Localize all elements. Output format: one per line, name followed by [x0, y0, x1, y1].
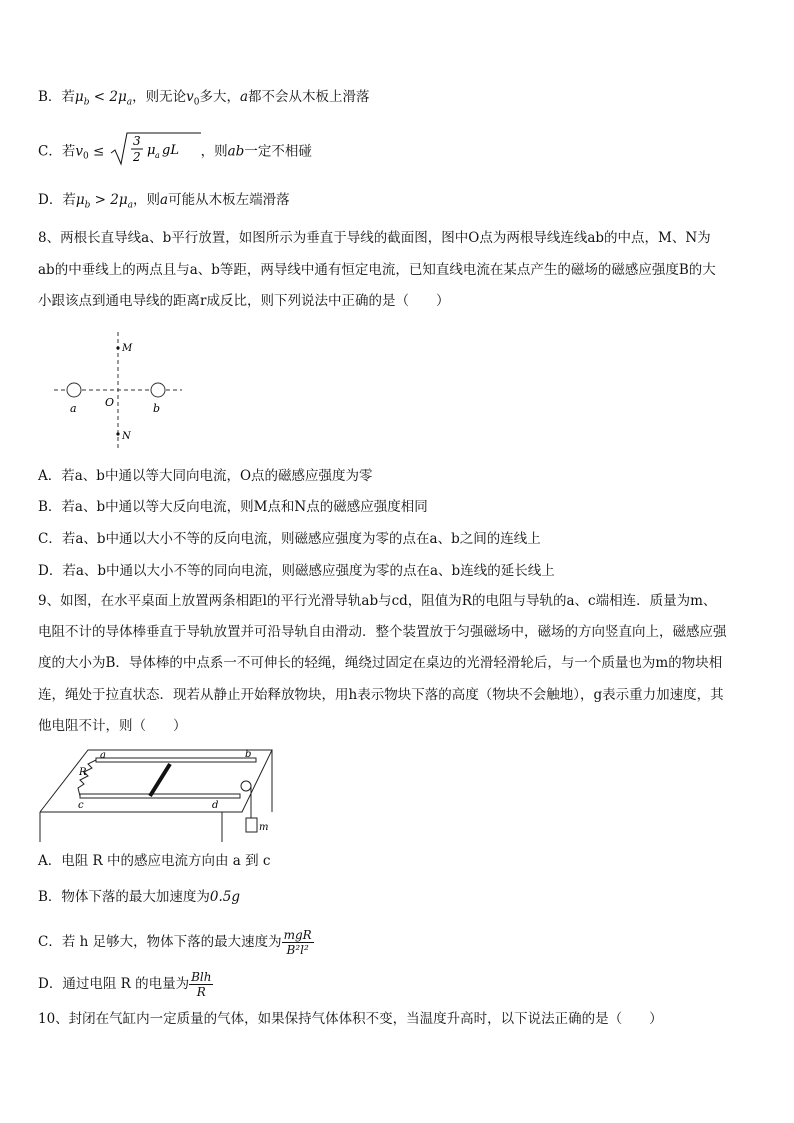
label-b: b: [245, 749, 252, 760]
label-a: a: [70, 402, 77, 415]
q9-stem-line-5: 他电阻不计，则（ ）: [38, 718, 187, 734]
label-a: a: [100, 750, 106, 761]
q8-option-d: D．若a、b中通以大小不等的同向电流，则磁感应强度为零的点在a、b连线的延长线上: [38, 563, 555, 579]
q9-option-b: B．物体下落的最大加速度为0.5g: [38, 889, 241, 905]
label-m: m: [259, 822, 269, 833]
label-c: c: [78, 800, 84, 811]
svg-text:a: a: [154, 151, 160, 160]
q9-rail-figure: [36, 742, 276, 844]
q9-option-d: D．通过电阻 R 的电量为 $\frac{\text{Blh}}{R}$: [38, 970, 212, 999]
svg-text:3: 3: [132, 134, 141, 148]
q8-stem-line-2: ab的中垂线上的两点且与a、b等距，两导线中通有恒定电流，已知直线电流在某点产生的磁场的磁感应强度B的大: [38, 262, 716, 278]
label-n: N: [122, 431, 131, 442]
q8-option-a: A．若a、b中通以等大同向电流，O点的磁感应强度为零: [38, 468, 373, 484]
q7-option-b: B．若$\mu_b < 2\mu_a$，则无论$v_0$多大，a都不会从木板上滑落: [38, 89, 370, 108]
rail-ab: [96, 758, 256, 762]
svg-text:μ: μ: [146, 143, 156, 158]
point-m-icon: [116, 346, 119, 349]
q9-stem-line-3: 度的大小为B．导体棒的中点系一不可伸长的轻绳，绳绕过固定在桌边的光滑轻滑轮后，与一个质量也为m的物块相: [38, 655, 723, 671]
q9-option-a: A．电阻 R 中的感应电流方向由 a 到 c: [38, 853, 271, 869]
q9-stem-line-2: 电阻不计的导体棒垂直于导轨放置并可沿导轨自由滑动．整个装置放于匀强磁场中，磁场的方向竖直向上，磁感应强: [38, 624, 727, 640]
q9-option-c: C．若 h 足够大，物体下落的最大速度为 $\frac{\text{mgR}}{\text{B²l²}}$: [38, 928, 312, 957]
label-d: d: [212, 800, 219, 811]
pulley-icon: [241, 781, 251, 791]
q8-option-b: B．若a、b中通以等大反向电流，则M点和N点的磁感应强度相同: [38, 499, 428, 515]
q7-option-c: C．若$v_0$ ≤ 3 2 μ a gL ，则ab一定不相碰: [38, 131, 312, 167]
label-r: R: [79, 767, 87, 778]
block-icon: [246, 818, 257, 832]
label-o: O: [105, 396, 115, 409]
q8-wire-figure: [50, 328, 190, 452]
q9-stem-line-1: 9、如图，在水平桌面上放置两条相距l的平行光滑导轨ab与cd，阻值为R的电阻与导轨的a、c端相连．质量为m、: [38, 593, 717, 609]
wire-b-icon: [151, 383, 165, 397]
q10-stem: 10、封闭在气缸内一定质量的气体，如果保持气体体积不变，当温度升高时，以下说法正确的是（ ）: [38, 1011, 663, 1027]
label-m: M: [122, 343, 133, 354]
point-n-icon: [116, 432, 119, 435]
q9-stem-line-4: 连，绳处于拉直状态．现若从静止开始释放物块，用h表示物块下落的高度（物块不会触地），g表示重力加速度，其: [38, 687, 724, 703]
svg-text:gL: gL: [161, 143, 179, 158]
wire-a-icon: [67, 383, 81, 397]
fraction: $\frac{\text{mgR}}{\text{B²l²}}$: [283, 928, 312, 957]
conductor-rod: [150, 764, 170, 796]
fraction: $\frac{\text{Blh}}{R}$: [191, 970, 212, 999]
q8-option-c: C．若a、b中通以大小不等的反向电流，则磁感应强度为零的点在a、b之间的连线上: [38, 531, 541, 547]
rail-cd: [80, 794, 240, 798]
label-b: b: [153, 402, 161, 415]
q7-option-d: D．若$\mu_b > 2\mu_a$，则a可能从木板左端滑落: [38, 192, 290, 211]
sqrt-sign: [109, 131, 201, 167]
svg-text:2: 2: [132, 150, 141, 164]
q8-stem-line-3: 小跟该点到通电导线的距离r成反比，则下列说法中正确的是（ ）: [38, 293, 450, 309]
sqrt-expression: [109, 131, 201, 172]
q8-stem-line-1: 8、两根长直导线a、b平行放置，如图所示为垂直于导线的截面图，图中O点为两根导线连线ab的中点，M、N为: [38, 230, 711, 246]
resistor-icon: [78, 760, 96, 796]
